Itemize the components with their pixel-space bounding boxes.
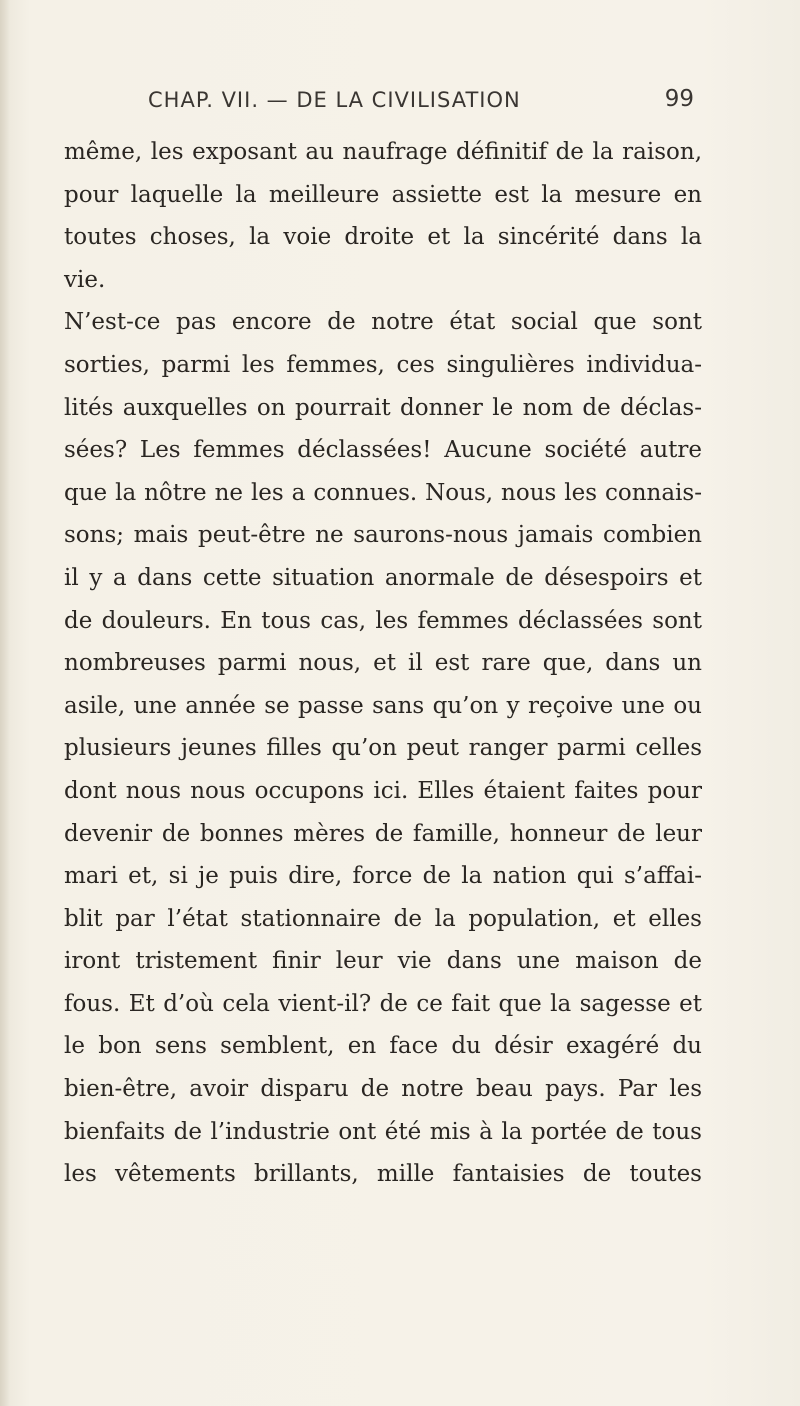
text-line: N’est-ce pas encore de notre état social que sont: [64, 309, 702, 336]
text-line: blit par l’état stationnaire de la population, et elles: [64, 905, 702, 932]
text-line: pour laquelle la meilleure assiette est la mesure en: [64, 181, 702, 208]
page-gutter-shadow: [0, 0, 10, 1406]
text-line: même, les exposant au naufrage définitif de la raison,: [64, 139, 702, 165]
text-line: sorties, parmi les femmes, ces singulières individua-: [64, 351, 702, 378]
text-line: lités auxquelles on pourrait donner le nom de déclas-: [64, 394, 702, 421]
body-text: [64, 131, 702, 1196]
text-line: toutes choses, la voie droite et la sincérité dans la: [64, 224, 702, 251]
running-title: CHAP. VII. — DE LA CIVILISATION: [148, 88, 521, 112]
text-line: asile, une année se passe sans qu’on y reçoive une ou: [64, 692, 702, 719]
text-line: bien-être, avoir disparu de notre beau pays. Par les: [64, 1076, 702, 1103]
text-line: bienfaits de l’industrie ont été mis à la portée de tous: [64, 1118, 702, 1145]
text-line: le bon sens semblent, en face du désir exagéré du: [64, 1033, 702, 1060]
text-line: nombreuses parmi nous, et il est rare que, dans un: [64, 650, 702, 677]
text-line: sées? Les femmes déclassées! Aucune société autre: [64, 437, 702, 464]
text-line: que la nôtre ne les a connues. Nous, nous les connais-: [64, 479, 702, 506]
text-line: sons; mais peut-être ne saurons-nous jamais combien: [64, 522, 702, 549]
text-line: dont nous nous occupons ici. Elles étaient faites pour: [64, 777, 702, 804]
text-line: de douleurs. En tous cas, les femmes déclassées sont: [64, 607, 702, 634]
text-line: il y a dans cette situation anormale de désespoirs et: [64, 564, 702, 591]
text-line: mari et, si je puis dire, force de la nation qui s’affai-: [64, 863, 702, 890]
text-line: devenir de bonnes mères de famille, honneur de leur: [64, 820, 702, 847]
text-line: les vêtements brillants, mille fantaisies de toutes: [64, 1161, 702, 1188]
page-number: 99: [664, 86, 694, 112]
text-line: fous. Et d’où cela vient-il? de ce fait que la sagesse et: [64, 990, 702, 1017]
text-line: plusieurs jeunes filles qu’on peut ranger parmi celles: [64, 735, 702, 762]
text-line: vie.: [64, 266, 106, 293]
text-line: iront tristement finir leur vie dans une maison de: [64, 948, 702, 975]
running-header: [148, 88, 694, 118]
